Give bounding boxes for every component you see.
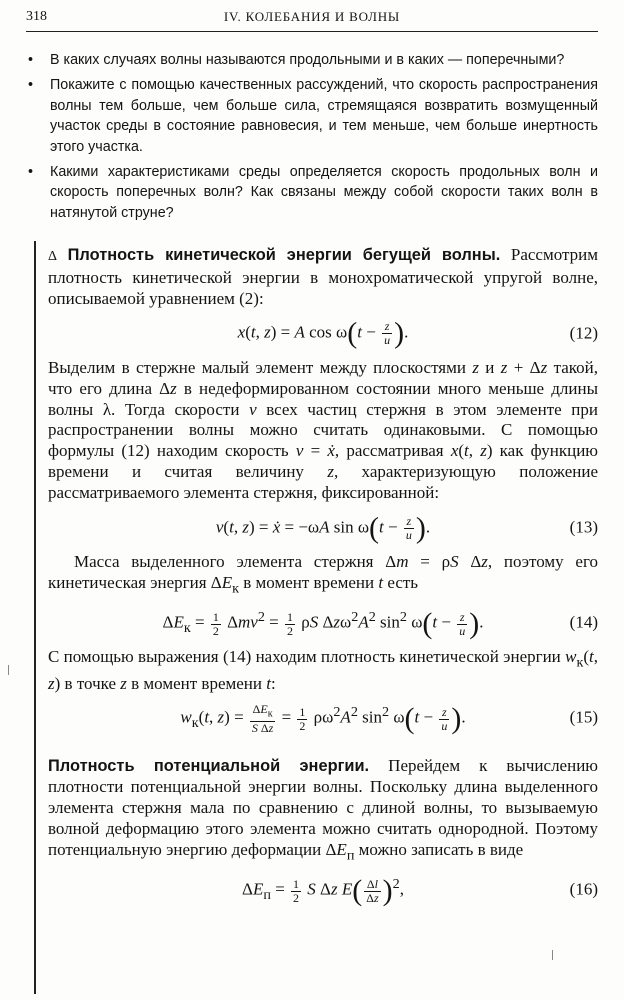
section-heading-potential: Плотность потенциальной энергии. xyxy=(48,757,370,776)
chapter-title: IV. КОЛЕБАНИЯ И ВОЛНЫ xyxy=(223,9,401,24)
kinetic-energy-paragraph xyxy=(48,245,598,310)
question-text: Какими характеристиками среды определяется скорость продольных волн и скорость поперечных волн? Как связаны между собой скорости таких волн в натянутой струне? xyxy=(50,164,598,221)
question-item xyxy=(28,75,598,157)
bullet-icon: • xyxy=(28,164,34,181)
kinetic-intro: Рассмотрим плотность кинетической энергии в монохроматической упругой волне, описываемой уравнением (2): xyxy=(48,245,598,308)
bullet-icon: • xyxy=(28,77,34,94)
potential-energy-paragraph: Плотность потенциальной энергии. Перейдем к вычислению плотности потенциальной энергии волны. Поскольку длина выделенного элемента стержня мала по сравнению с длиной волны, то вызываемую волной деформацию этого элемента можно считать однородной. Поэтому потенциальную энергию деформации $\Delta E_п$ можно записать в виде xyxy=(48,756,598,864)
paragraph: С помощью выражения (14) находим плотность кинетической энергии $w_к(t$, z) в точке z в момент времени t: xyxy=(48,647,598,693)
page-header xyxy=(26,9,598,31)
equation-number: (15) xyxy=(569,708,598,728)
equation-number: (12) xyxy=(569,323,598,343)
equation-number: (16) xyxy=(569,879,598,899)
review-questions xyxy=(28,50,598,228)
triangle-icon: Δ xyxy=(48,249,58,264)
section-margin-bar xyxy=(34,241,36,994)
question-item xyxy=(28,162,598,223)
page-number: 318 xyxy=(26,9,47,24)
bullet-icon: • xyxy=(28,52,34,68)
equation-13: v(t, z) = ẋ = −ωA sin ω(t − $\frac{z}{u}$ ). (13) xyxy=(215,511,598,545)
equation-12: x(t, z) = A cos ω(t − $\frac{z}{u}$ ). (12) xyxy=(237,316,598,350)
scan-mark xyxy=(552,950,553,960)
equation-14: $\Delta E_к$ = $\frac{1}{2}$ Δmv$^2$ = $\frac{1}{2}$ ρS $\Delta z\omega^2A^2$ $\sin^2 \omega(t$ − $\frac{z}{u}$ ). (14) xyxy=(162,607,598,641)
equation-16: $\Delta E_п$ = $\frac{1}{2}$ S Δz E( $\frac{\Delta l}{\Delta z}$ )$^2$, (16) xyxy=(242,874,598,908)
section-heading-kinetic: Плотность кинетической энергии бегущей волны. xyxy=(67,246,501,264)
paragraph: Масса выделенного элемента стержня Δm = ρS Δz, поэтому его кинетическая энергия $\Delta E_к$ в момент времени t есть xyxy=(48,552,598,597)
equation-15: $w_к(t$, z) = $\Delta E_к$ S Δz = $\frac{1}{2}$ $\rho\omega^2A^2$ $\sin^2 \omega(t$ − $\frac{z}{u}$ ). (15) xyxy=(180,702,598,735)
scan-mark xyxy=(8,665,9,675)
equation-number: (13) xyxy=(569,517,598,537)
question-item xyxy=(28,50,598,70)
question-text: Покажите с помощью качественных рассуждений, что скорость распространения волны тем больше, чем больше сила, стремящаяся возвратить возмущенный участок среды в состояние равновесия, и тем меньше, чем больше инертность этого участка. xyxy=(50,77,598,155)
question-text: В каких случаях волны называются продольными и в каких — поперечными? xyxy=(50,52,565,68)
paragraph: Выделим в стержне малый элемент между плоскостями z и z + Δz такой, что его длина Δz в недеформированном состоянии много меньше длины волны λ. Тогда скорости v всех частиц стержня в этом элементе при распространении волны можно считать одинаковыми. С помощью формулы (12) находим скорость v = ẋ, рассматривая x(t, z) как функцию времени и считая величину z, характеризующую положение рассматриваемого элемента стержня, фиксированной: xyxy=(48,357,599,503)
potential-intro: Перейдем к вычислению плотности потенциальной энергии волны. Поскольку длина выделенного элемента стержня мала по сравнению с длиной волны, то вызываемую волной деформацию этого элемента можно считать однородной. Поэтому потенциальную энергию деформации xyxy=(48,756,598,860)
main-text xyxy=(48,245,598,914)
equation-number: (14) xyxy=(569,612,598,632)
header-rule xyxy=(26,31,598,32)
